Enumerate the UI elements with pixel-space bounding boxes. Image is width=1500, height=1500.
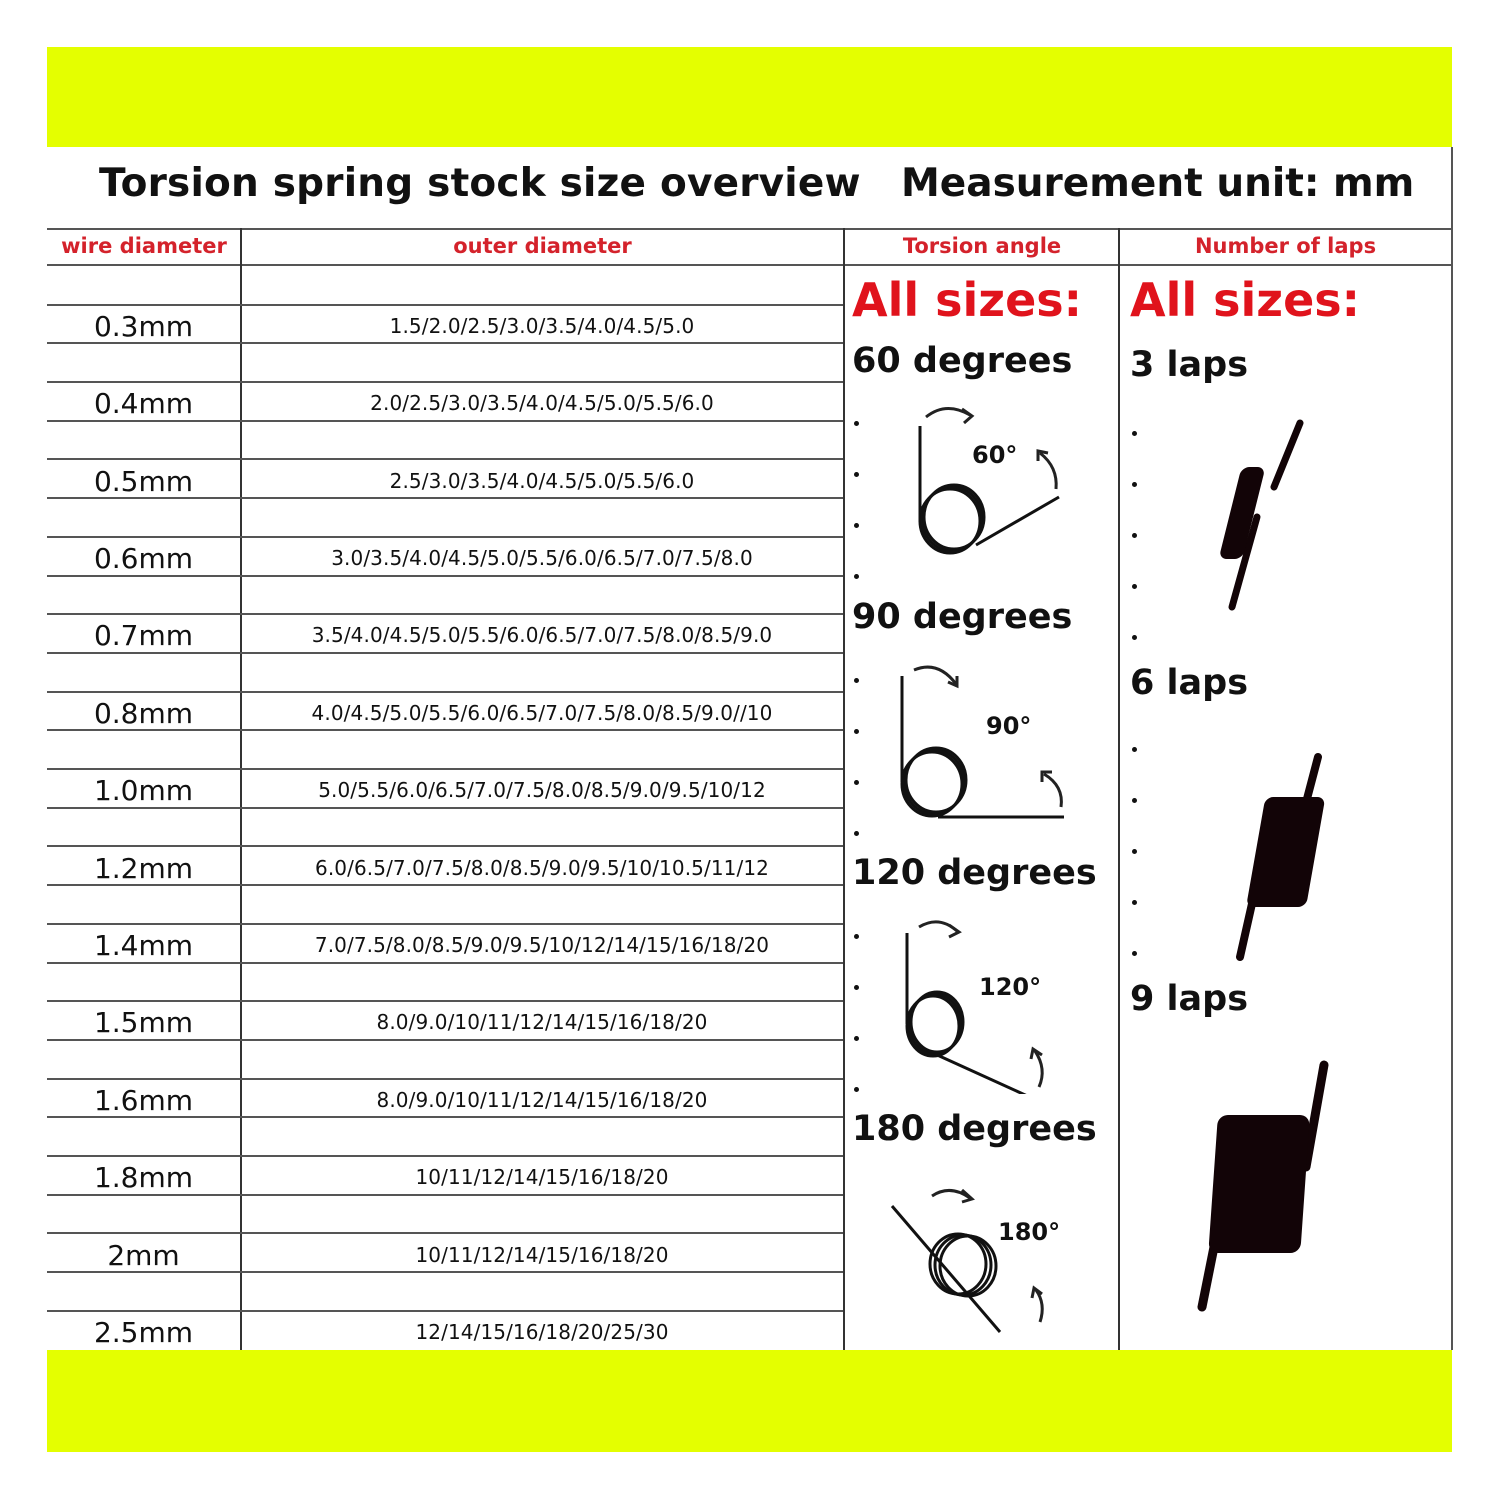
svg-text:60°: 60° [972,441,1018,469]
bullet-dot [854,780,859,785]
wire-diameter-cell: 0.4mm [93,387,194,421]
bullet-dot [854,1087,859,1092]
measurement-unit: Measurement unit: mm [901,161,1415,206]
bullet-dot [854,421,859,426]
table-row [47,383,843,422]
spacer-row [47,267,843,306]
table-row [47,925,843,964]
number-of-laps-column [1120,267,1451,1350]
bullet-dot [854,678,859,683]
wire-diameter-cell: 0.7mm [93,619,194,653]
spacer-row [47,422,843,461]
outer-diameter-cell: 1.5/2.0/2.5/3.0/3.5/4.0/4.5/5.0 [389,313,695,338]
outer-diameter-cell: 2.0/2.5/3.0/3.5/4.0/4.5/5.0/5.5/6.0 [370,391,714,416]
table-row [47,848,843,887]
bullet-dot [1132,533,1137,538]
spacer-row [47,1273,843,1312]
outer-diameter-cell: 3.5/4.0/4.5/5.0/5.5/6.0/6.5/7.0/7.5/8.0/8.5/9.0 [311,623,773,648]
table-row [47,1235,843,1274]
bullet-dot [854,985,859,990]
outer-diameter-cell: 8.0/9.0/10/11/12/14/15/16/18/20 [376,1010,708,1035]
outer-diameter-cell: 8.0/9.0/10/11/12/14/15/16/18/20 [376,1087,708,1112]
table-row [47,538,843,577]
wire-diameter-cell: 2mm [107,1238,180,1272]
table-row [47,1080,843,1119]
bullet-dot [1132,584,1137,589]
all-sizes-label: All sizes: [1130,273,1361,327]
top-banner [47,47,1452,147]
wire-diameter-cell: 0.8mm [93,696,194,730]
wire-diameter-cell: 1.8mm [93,1161,194,1195]
table-row [47,1312,843,1351]
angle-option-90: 90 degrees [852,597,1073,637]
laps-option-3: 3 laps [1130,345,1249,385]
header-wire-diameter: wire diameter [47,228,241,266]
bullet-dot [854,523,859,528]
svg-text:120°: 120° [979,973,1042,1001]
wire-diameter-cell: 1.5mm [93,1006,194,1040]
spring-3-laps-icon [1220,417,1320,617]
outer-diameter-cell: 4.0/4.5/5.0/5.5/6.0/6.5/7.0/7.5/8.0/8.5/9.0//10 [311,700,773,725]
wire-diameter-cell: 2.5mm [93,1315,194,1349]
svg-text:180°: 180° [998,1218,1061,1246]
svg-text:90°: 90° [986,712,1032,740]
angle-option-60: 60 degrees [852,341,1073,381]
spacer-row [47,654,843,693]
table-row [47,770,843,809]
angle-option-180: 180 degrees [852,1109,1097,1149]
bullet-dot [1132,482,1137,487]
page-title: Torsion spring stock size overview [99,161,861,206]
spacer-row [47,1118,843,1157]
size-rows [47,267,843,1350]
spring-9-laps-icon [1190,1057,1340,1317]
header-outer-diameter: outer diameter [241,228,844,266]
all-sizes-label: All sizes: [852,273,1083,327]
bottom-banner [47,1350,1452,1452]
bullet-dot [1132,431,1137,436]
bullet-dot [854,729,859,734]
bullet-dot [854,472,859,477]
bullet-dot [854,1036,859,1041]
outer-diameter-cell: 12/14/15/16/18/20/25/30 [415,1319,669,1344]
outer-diameter-cell: 6.0/6.5/7.0/7.5/8.0/8.5/9.0/9.5/10/10.5/11/12 [315,855,769,880]
wire-diameter-cell: 0.3mm [93,309,194,343]
size-table [47,147,1453,1350]
bullet-dot [1132,849,1137,854]
torsion-angle-column [844,267,1119,1350]
table-row [47,615,843,654]
laps-option-9: 9 laps [1130,979,1249,1019]
outer-diameter-cell: 3.0/3.5/4.0/4.5/5.0/5.5/6.0/6.5/7.0/7.5/8.0 [331,545,753,570]
bullet-dot [1132,900,1137,905]
bullet-dot [1132,798,1137,803]
bullet-dot [1132,951,1137,956]
table-row [47,693,843,732]
bullet-dot [854,934,859,939]
laps-option-6: 6 laps [1130,663,1249,703]
outer-diameter-cell: 10/11/12/14/15/16/18/20 [415,1242,669,1267]
outer-diameter-cell: 10/11/12/14/15/16/18/20 [415,1165,669,1190]
spacer-row [47,1196,843,1235]
spacer-row [47,809,843,848]
angle-option-120: 120 degrees [852,853,1097,893]
spacer-row [47,1041,843,1080]
spring-6-laps-icon [1220,737,1340,967]
spacer-row [47,499,843,538]
spring-180-degree-icon [884,1162,1084,1352]
spacer-row [47,964,843,1003]
bullet-dot [854,831,859,836]
spacer-row [47,577,843,616]
table-row [47,1002,843,1041]
spacer-row [47,344,843,383]
header-torsion-angle: Torsion angle [844,228,1120,266]
spring-90-degree-icon [894,652,1074,832]
wire-diameter-cell: 1.6mm [93,1083,194,1117]
bullet-dot [1132,635,1137,640]
outer-diameter-cell: 5.0/5.5/6.0/6.5/7.0/7.5/8.0/8.5/9.0/9.5/10/12 [318,778,766,803]
spacer-row [47,886,843,925]
wire-diameter-cell: 1.0mm [93,774,194,808]
wire-diameter-cell: 1.4mm [93,928,194,962]
wire-diameter-cell: 1.2mm [93,851,194,885]
wire-diameter-cell: 0.5mm [93,464,194,498]
outer-diameter-cell: 2.5/3.0/3.5/4.0/4.5/5.0/5.5/6.0 [389,468,695,493]
wire-diameter-cell: 0.6mm [93,541,194,575]
table-row [47,461,843,500]
table-row [47,306,843,345]
spring-120-degree-icon [899,909,1079,1094]
outer-diameter-cell: 7.0/7.5/8.0/8.5/9.0/9.5/10/12/14/15/16/18/20 [314,932,770,957]
spring-60-degree-icon [904,397,1074,572]
spacer-row [47,731,843,770]
bullet-dot [854,574,859,579]
title-row [47,147,1451,230]
bullet-dot [1132,747,1137,752]
header-number-of-laps: Number of laps [1120,228,1451,266]
table-row [47,1157,843,1196]
